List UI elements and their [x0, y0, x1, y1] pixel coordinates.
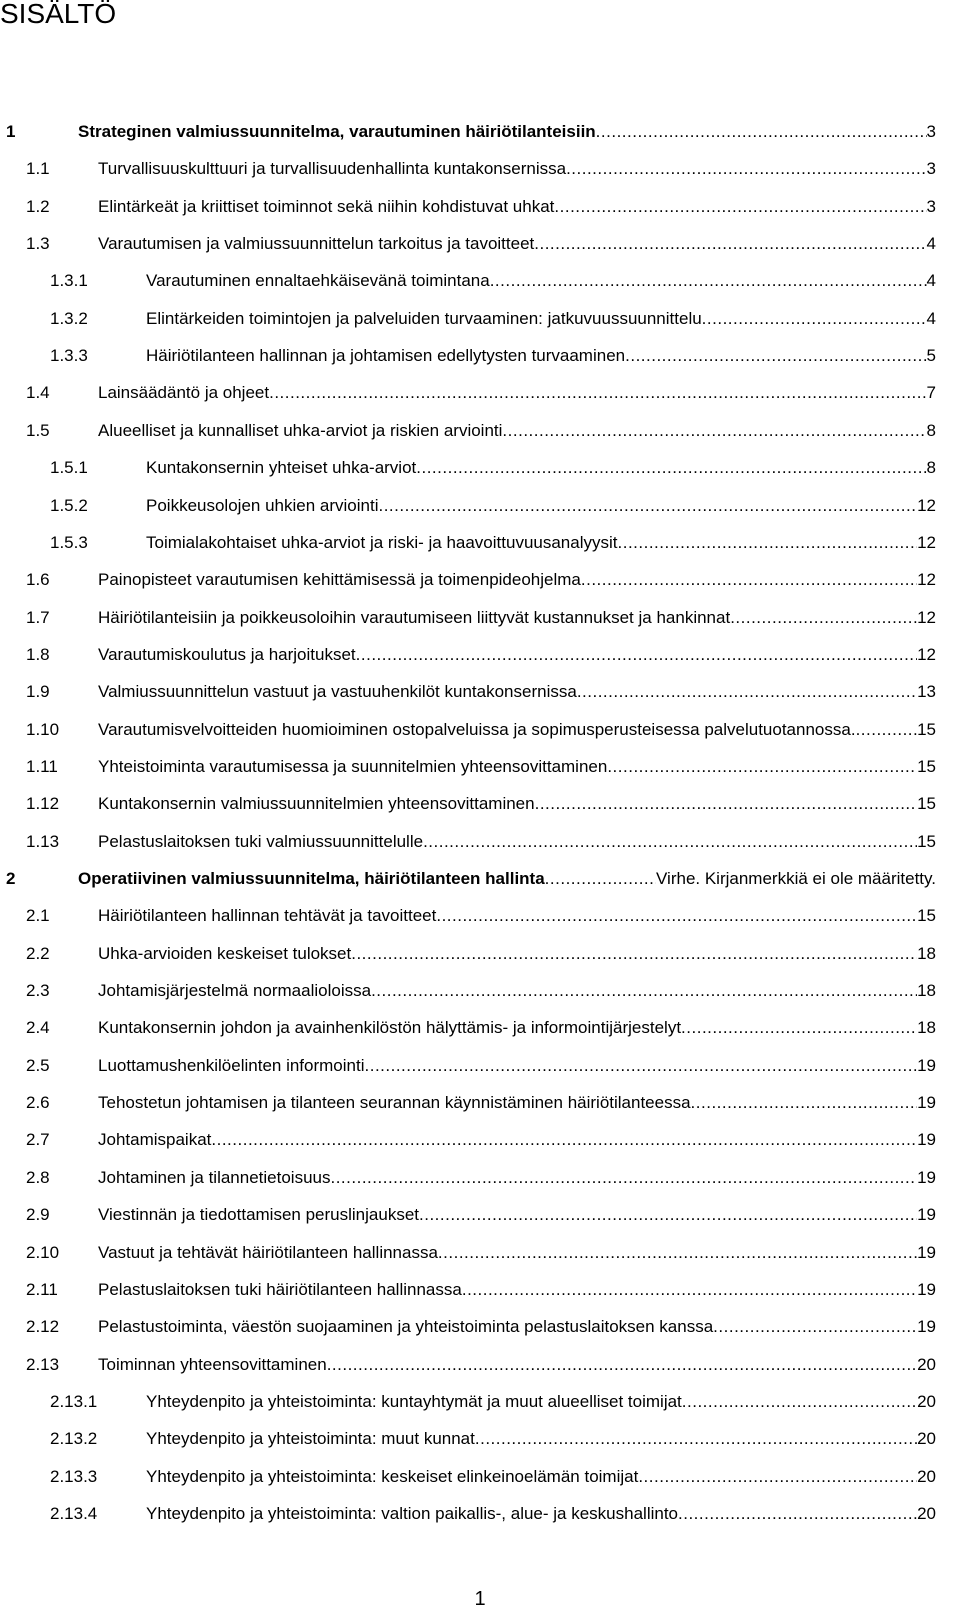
toc-entry-page: 20	[917, 1504, 936, 1523]
toc-entry-page: 18	[917, 944, 936, 963]
toc-leader-dots	[577, 681, 917, 703]
toc-entry[interactable]	[0, 831, 960, 853]
toc-entry-number: 1.5.2	[50, 496, 88, 515]
toc-entry-number: 2.1	[26, 906, 50, 925]
toc-entry-page: 12	[917, 496, 936, 515]
toc-entry-title: Pelastustoiminta, väestön suojaaminen ja yhteistoiminta pelastuslaitoksen kanssa	[98, 1317, 714, 1336]
toc-entry-title: Uhka-arvioiden keskeiset tulokset	[98, 944, 352, 963]
toc-entry[interactable]	[0, 196, 960, 218]
toc-leader-dots	[438, 1242, 917, 1264]
toc-entry-number: 1.4	[26, 383, 50, 402]
toc-entry-title: Vastuut ja tehtävät häiriötilanteen hallinnassa	[98, 1243, 438, 1262]
toc-entry-number: 2.8	[26, 1168, 50, 1187]
toc-entry[interactable]	[0, 905, 960, 927]
toc-entry-title: Tehostetun johtamisen ja tilanteen seurannan käynnistäminen häiriötilanteessa	[98, 1093, 691, 1112]
toc-entry[interactable]	[0, 644, 960, 666]
toc-entry-page: Virhe. Kirjanmerkkiä ei ole määritetty.	[656, 869, 936, 888]
toc-entry-title: Varautuminen ennaltaehkäisevänä toimintana	[146, 271, 490, 290]
toc-entry-page: 19	[917, 1130, 936, 1149]
toc-entry-title: Alueelliset ja kunnalliset uhka-arviot ja riskien arviointi	[98, 421, 503, 440]
toc-entry-title: Varautumisen ja valmiussuunnittelun tarkoitus ja tavoitteet	[98, 234, 535, 253]
toc-entry-title: Johtamisjärjestelmä normaalioloissa	[98, 981, 372, 1000]
toc-entry[interactable]	[0, 382, 960, 404]
toc-entry-title: Varautumisvelvoitteiden huomioiminen ostopalveluissa ja sopimusperusteisessa palvelutuotannossa.	[98, 720, 856, 739]
toc-entry-page: 15	[917, 794, 936, 813]
toc-leader-dots	[351, 943, 917, 965]
toc-entry[interactable]	[0, 793, 960, 815]
toc-entry-title: Häiriötilanteen hallinnan ja johtamisen edellytysten turvaaminen	[146, 346, 626, 365]
toc-entry-page: 15	[917, 906, 936, 925]
toc-entry-number: 1.13	[26, 832, 60, 851]
toc-entry[interactable]	[0, 1242, 960, 1264]
toc-entry-page: 18	[917, 981, 936, 1000]
toc-leader-dots	[596, 121, 927, 143]
toc-leader-dots	[713, 1316, 917, 1338]
toc-entry[interactable]	[0, 1316, 960, 1338]
toc-leader-dots	[371, 980, 917, 1002]
toc-entry-number: 1.5.3	[50, 533, 88, 552]
toc-entry-title: Yhteydenpito ja yhteistoiminta: valtion paikallis-, alue- ja keskushallinto	[146, 1504, 679, 1523]
toc-leader-dots	[269, 382, 926, 404]
toc-entry[interactable]	[0, 980, 960, 1002]
toc-entry[interactable]	[0, 943, 960, 965]
toc-entry[interactable]	[0, 1354, 960, 1376]
toc-entry-title: Turvallisuuskulttuuri ja turvallisuudenhallinta kuntakonsernissa	[98, 159, 567, 178]
toc-leader-dots	[545, 868, 656, 890]
toc-entry-title: Painopisteet varautumisen kehittämisessä ja toimenpideohjelma	[98, 570, 581, 589]
toc-leader-dots	[534, 233, 926, 255]
toc-entry-page: 18	[917, 1018, 936, 1037]
toc-entry-page: 4	[926, 234, 936, 253]
toc-entry-title: Varautumiskoulutus ja harjoitukset	[98, 645, 356, 664]
toc-entry[interactable]	[0, 1428, 960, 1450]
toc-entry-number: 2.5	[26, 1056, 50, 1075]
toc-entry-page: 19	[917, 1317, 936, 1336]
toc-leader-dots	[211, 1129, 917, 1151]
toc-entry-number: 2.11	[26, 1280, 58, 1299]
toc-entry[interactable]	[0, 532, 960, 554]
toc-entry-page: 15	[917, 832, 936, 851]
toc-entry-number: 1.2	[26, 197, 50, 216]
toc-entry-page: 19	[917, 1243, 936, 1262]
toc-entry-number: 1.11	[26, 757, 58, 776]
toc-entry[interactable]	[0, 457, 960, 479]
toc-entry[interactable]	[0, 681, 960, 703]
toc-entry-page: 7	[926, 383, 936, 402]
toc-leader-dots	[678, 1503, 917, 1525]
toc-leader-dots	[618, 532, 918, 554]
toc-leader-dots	[691, 1092, 918, 1114]
toc-entry-title: Toiminnan yhteensovittaminen	[98, 1355, 327, 1374]
toc-leader-dots	[702, 308, 927, 330]
toc-entry-number: 1.3.1	[50, 271, 88, 290]
toc-entry[interactable]	[0, 868, 960, 890]
toc-entry-title: Kuntakonsernin johdon ja avainhenkilöstön hälyttämis- ja informointijärjestelyt	[98, 1018, 682, 1037]
toc-leader-dots	[856, 719, 918, 741]
toc-entry[interactable]	[0, 1204, 960, 1226]
toc-entry[interactable]	[0, 756, 960, 778]
toc-leader-dots	[330, 1167, 917, 1189]
toc-entry-number: 1.3.3	[50, 346, 88, 365]
toc-entry[interactable]	[0, 308, 960, 330]
toc-entry-number: 2.2	[26, 944, 50, 963]
toc-leader-dots	[682, 1391, 917, 1413]
toc-leader-dots	[607, 756, 917, 778]
toc-entry-number: 1.1	[26, 159, 50, 178]
toc-entry-page: 12	[917, 570, 936, 589]
toc-entry[interactable]	[0, 1503, 960, 1525]
toc-leader-dots	[419, 1204, 917, 1226]
toc-entry-number: 2.13.4	[50, 1504, 98, 1523]
toc-entry-title: Pelastuslaitoksen tuki häiriötilanteen hallinnassa	[98, 1280, 462, 1299]
toc-entry-title: Pelastuslaitoksen tuki valmiussuunnittelulle	[98, 832, 424, 851]
toc-entry[interactable]	[0, 1017, 960, 1039]
toc-entry-number: 2.12	[26, 1317, 60, 1336]
toc-entry-number: 2.4	[26, 1018, 50, 1037]
toc-entry[interactable]	[0, 345, 960, 367]
toc-entry-page: 20	[917, 1392, 936, 1411]
toc-leader-dots	[554, 196, 926, 218]
toc-leader-dots	[356, 644, 917, 666]
toc-entry[interactable]	[0, 1055, 960, 1077]
toc-entry-page: 13	[917, 682, 936, 701]
toc-leader-dots	[681, 1017, 917, 1039]
toc-entry-number: 2.6	[26, 1093, 50, 1112]
toc-entry-number: 2	[6, 869, 16, 888]
toc-entry-number: 1.12	[26, 794, 60, 813]
toc-entry-title: Kuntakonsernin yhteiset uhka-arviot	[146, 458, 417, 477]
toc-entry-page: 19	[917, 1280, 936, 1299]
toc-entry[interactable]	[0, 420, 960, 442]
toc-entry[interactable]	[0, 719, 960, 741]
toc-entry[interactable]	[0, 1391, 960, 1413]
toc-entry-title: Johtamispaikat	[98, 1130, 212, 1149]
toc-entry[interactable]	[0, 495, 960, 517]
toc-leader-dots	[365, 1055, 918, 1077]
toc-entry-page: 20	[917, 1429, 936, 1448]
toc-entry[interactable]	[0, 1279, 960, 1301]
toc-heading: SISÄLTÖ	[0, 0, 117, 29]
toc-entry-number: 2.13.1	[50, 1392, 98, 1411]
toc-entry-page: 3	[926, 159, 936, 178]
toc-entry-page: 4	[926, 271, 936, 290]
toc-entry-number: 1.6	[26, 570, 50, 589]
toc-entry-number: 2.13.3	[50, 1467, 98, 1486]
toc-entry-page: 3	[926, 197, 936, 216]
toc-entry-number: 1	[6, 122, 16, 141]
toc-entry-number: 2.3	[26, 981, 50, 1000]
toc-entry-title: Luottamushenkilöelinten informointi	[98, 1056, 365, 1075]
toc-entry-page: 20	[917, 1467, 936, 1486]
toc-entry-title: Häiriötilanteen hallinnan tehtävät ja tavoitteet	[98, 906, 437, 925]
toc-entry-page: 15	[917, 720, 936, 739]
toc-entry-number: 2.13	[26, 1355, 60, 1374]
toc-leader-dots	[581, 569, 917, 591]
toc-entry-number: 2.9	[26, 1205, 50, 1224]
toc-leader-dots	[490, 270, 927, 292]
toc-entry-title: Valmiussuunnittelun vastuut ja vastuuhenkilöt kuntakonsernissa	[98, 682, 577, 701]
toc-entry-title: Toimialakohtaiset uhka-arviot ja riski- ja haavoittuvuusanalyysit	[146, 533, 618, 552]
toc-leader-dots	[416, 457, 926, 479]
toc-entry-page: 5	[926, 346, 936, 365]
toc-entry-title: Yhteydenpito ja yhteistoiminta: muut kunnat	[146, 1429, 475, 1448]
toc-entry-number: 1.10	[26, 720, 60, 739]
toc-leader-dots	[730, 607, 917, 629]
toc-entry-page: 20	[917, 1355, 936, 1374]
toc-entry[interactable]	[0, 1092, 960, 1114]
toc-entry-title: Elintärkeiden toimintojen ja palveluiden turvaaminen: jatkuvuussuunnittelu	[146, 309, 702, 328]
toc-entry[interactable]	[0, 1129, 960, 1151]
toc-entry[interactable]	[0, 121, 960, 143]
toc-entry-title: Yhteydenpito ja yhteistoiminta: keskeiset elinkeinoelämän toimijat	[146, 1467, 639, 1486]
toc-entry-number: 1.5.1	[50, 458, 88, 477]
toc-entry-number: 2.13.2	[50, 1429, 98, 1448]
toc-leader-dots	[638, 1466, 917, 1488]
toc-entry-number: 1.7	[26, 608, 50, 627]
toc-entry-title: Yhteistoiminta varautumisessa ja suunnitelmien yhteensovittaminen	[98, 757, 608, 776]
toc-entry-title: Poikkeusolojen uhkien arviointi	[146, 496, 379, 515]
toc-leader-dots	[475, 1428, 917, 1450]
toc-entry-number: 1.8	[26, 645, 50, 664]
toc-entry-title: Yhteydenpito ja yhteistoiminta: kuntayhtymät ja muut alueelliset toimijat	[146, 1392, 682, 1411]
toc-entry-page: 12	[917, 645, 936, 664]
toc-entry[interactable]	[0, 158, 960, 180]
toc-leader-dots	[566, 158, 926, 180]
toc-entry[interactable]	[0, 1466, 960, 1488]
toc-leader-dots	[502, 420, 926, 442]
toc-entry[interactable]	[0, 607, 960, 629]
toc-entry-number: 1.9	[26, 682, 50, 701]
toc-entry-page: 19	[917, 1056, 936, 1075]
toc-entry[interactable]	[0, 270, 960, 292]
toc-entry-page: 4	[926, 309, 936, 328]
toc-entry-page: 3	[926, 122, 936, 141]
toc-leader-dots	[625, 345, 926, 367]
toc-leader-dots	[327, 1354, 917, 1376]
toc-entry-page: 8	[926, 421, 936, 440]
toc-leader-dots	[378, 495, 917, 517]
toc-entry-page: 12	[917, 608, 936, 627]
toc-entry-number: 1.3.2	[50, 309, 88, 328]
toc-leader-dots	[535, 793, 917, 815]
toc-entry[interactable]	[0, 1167, 960, 1189]
toc-leader-dots	[423, 831, 917, 853]
toc-entry-title: Johtaminen ja tilannetietoisuus	[98, 1168, 331, 1187]
toc-entry-title: Kuntakonsernin valmiussuunnitelmien yhteensovittaminen	[98, 794, 535, 813]
toc-entry-title: Strateginen valmiussuunnitelma, varautuminen häiriötilanteisiin	[78, 122, 596, 141]
toc-entry-number: 1.3	[26, 234, 50, 253]
toc-leader-dots	[436, 905, 917, 927]
toc-entry-number: 2.7	[26, 1130, 50, 1149]
page-number: 1	[474, 1588, 486, 1610]
toc-entry[interactable]	[0, 569, 960, 591]
toc-entry-page: 19	[917, 1093, 936, 1112]
toc-leader-dots	[462, 1279, 917, 1301]
toc-entry-page: 19	[917, 1168, 936, 1187]
toc-entry[interactable]	[0, 233, 960, 255]
toc-entry-page: 8	[926, 458, 936, 477]
toc-entry-title: Viestinnän ja tiedottamisen peruslinjaukset	[98, 1205, 419, 1224]
toc-entry-number: 1.5	[26, 421, 50, 440]
toc-entry-number: 2.10	[26, 1243, 60, 1262]
toc-entry-title: Lainsäädäntö ja ohjeet	[98, 383, 270, 402]
toc-entry-title: Häiriötilanteisiin ja poikkeusoloihin varautumiseen liittyvät kustannukset ja hankinnat	[98, 608, 731, 627]
toc-entry-page: 12	[917, 533, 936, 552]
toc-entry-title: Elintärkeät ja kriittiset toiminnot sekä niihin kohdistuvat uhkat	[98, 197, 555, 216]
toc-entry-title: Operatiivinen valmiussuunnitelma, häiriötilanteen hallinta	[78, 869, 545, 888]
toc-entry-page: 19	[917, 1205, 936, 1224]
toc-entry-page: 15	[917, 757, 936, 776]
